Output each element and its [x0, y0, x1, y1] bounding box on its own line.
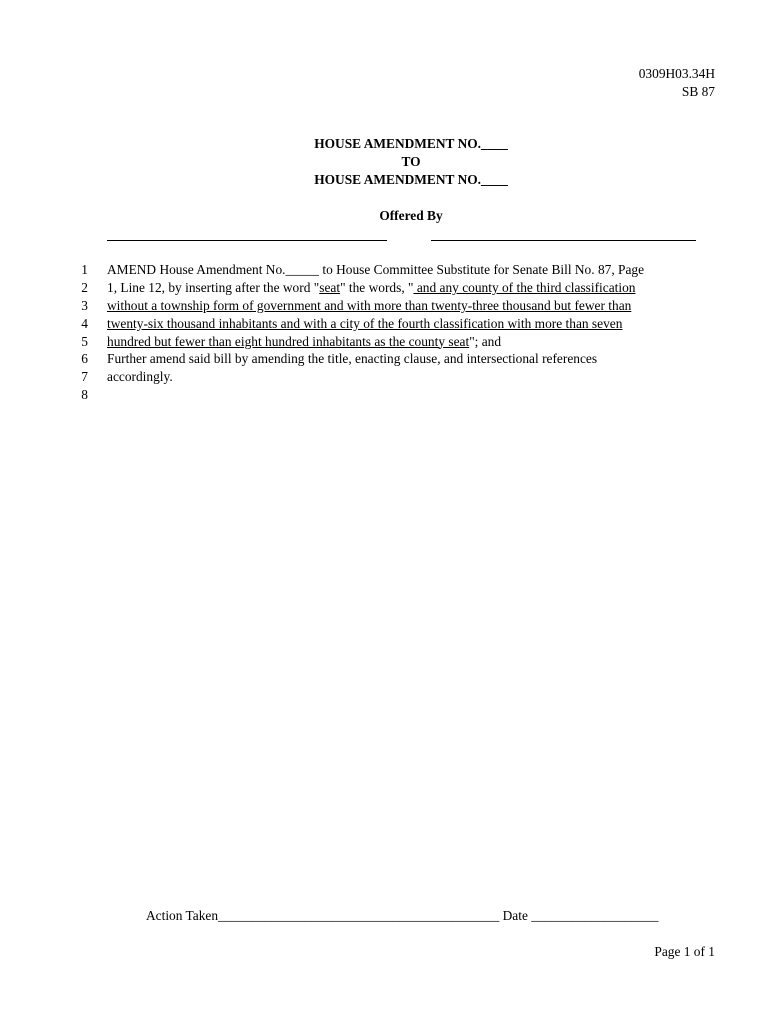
line-number: 2	[81, 279, 88, 295]
sponsor-signature-line-right	[431, 240, 696, 241]
bill-number: SB 87	[681, 84, 715, 99]
line-number: 8	[81, 387, 88, 403]
line-number: 5	[81, 333, 88, 349]
body-line-8	[107, 386, 727, 404]
body-line-7: accordingly.	[107, 369, 173, 385]
action-taken-line: Action Taken__________________________________________ Date ___________________	[146, 908, 659, 923]
amendment-title-target: HOUSE AMENDMENT NO.____	[314, 172, 508, 187]
inserted-text: and any county of the third classification	[413, 279, 636, 295]
body-line-4: twenty-six thousand inhabitants and with a city of the fourth classification with more than seven	[107, 315, 623, 331]
offered-by-label: Offered By	[379, 208, 443, 223]
body-text: 1, Line 12, by inserting after the word "	[107, 279, 320, 295]
sponsor-signature-line-left	[107, 240, 387, 241]
body-line-3: without a township form of government and with more than twenty-three thousand but fewer than	[107, 297, 632, 313]
body-text: "; and	[469, 333, 502, 349]
amendment-title-to: TO	[401, 154, 421, 169]
inserted-text: hundred but fewer than eight hundred inhabitants as the county seat	[107, 333, 470, 349]
line-numbers	[72, 261, 88, 404]
line-number: 4	[81, 315, 88, 331]
underlined-word-seat: seat	[319, 279, 341, 295]
page-number: Page 1 of 1	[654, 944, 715, 959]
amendment-body	[107, 261, 727, 404]
line-number: 1	[81, 262, 88, 277]
line-number: 3	[81, 297, 88, 313]
amendment-title: HOUSE AMENDMENT NO.____	[314, 136, 508, 151]
body-line-5	[107, 333, 727, 351]
body-line-6: Further amend said bill by amending the title, enacting clause, and intersectional references	[107, 351, 598, 367]
body-line-1: AMEND House Amendment No._____ to House Committee Substitute for Senate Bill No. 87, Page	[107, 262, 645, 277]
line-number: 7	[81, 369, 88, 385]
document-id: 0309H03.34H	[638, 66, 715, 81]
line-number: 6	[81, 351, 88, 367]
body-text: " the words, "	[340, 279, 414, 295]
body-line-2	[107, 279, 727, 297]
